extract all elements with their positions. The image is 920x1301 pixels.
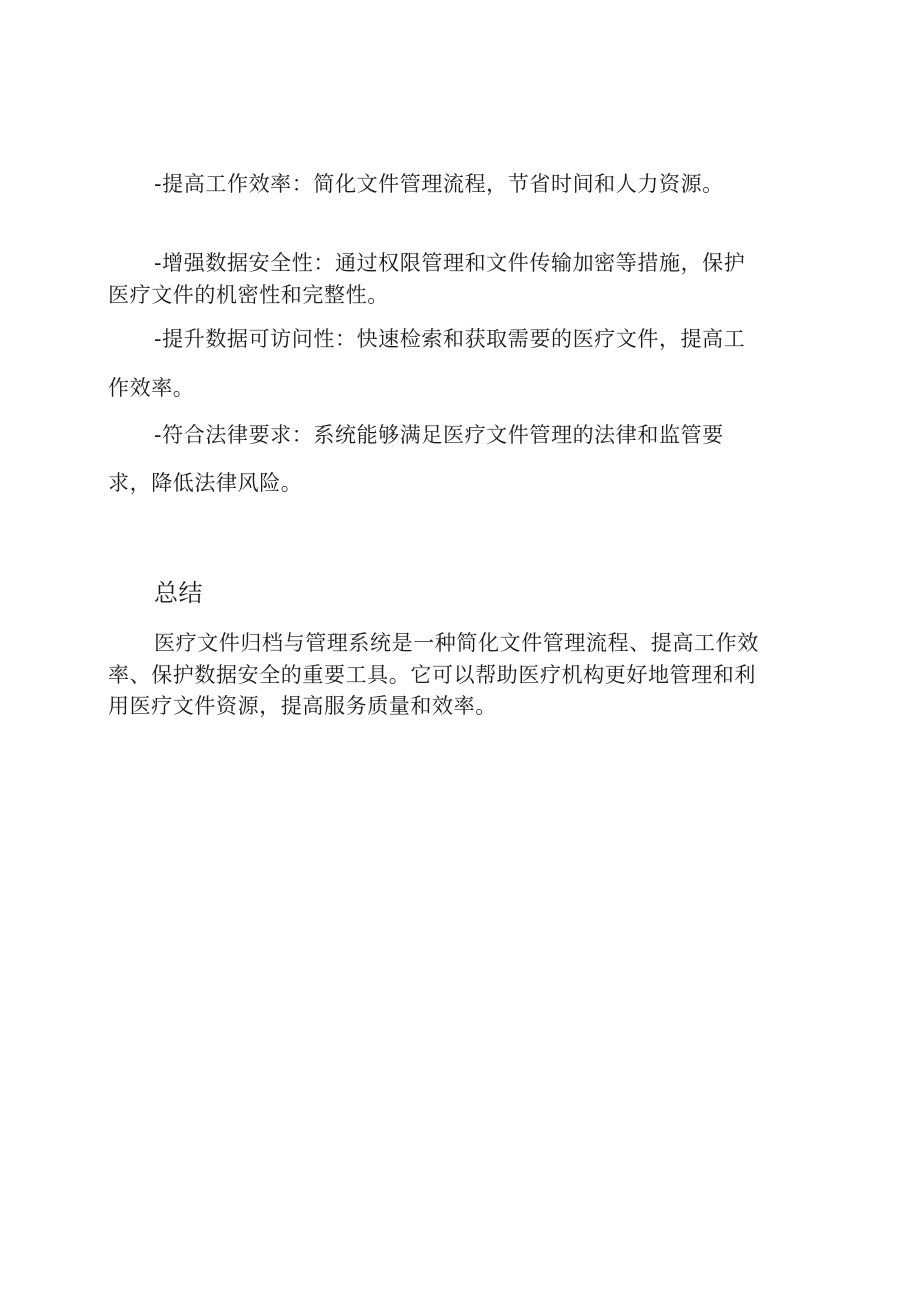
bullet-legal-line-1: -符合法律要求：系统能够满足医疗文件管理的法律和监管要 [154,423,724,447]
bullet-security-line-1: -增强数据安全性：通过权限管理和文件传输加密等措施，保护 [154,251,746,275]
bullet-efficiency: -提高工作效率：简化文件管理流程，节省时间和人力资源。 [154,172,724,196]
bullet-legal-line-2: 求，降低法律风险。 [108,471,303,495]
summary-paragraph-line-3: 用医疗文件资源，提高服务质量和效率。 [108,694,497,718]
bullet-accessibility-line-2: 作效率。 [108,376,195,400]
summary-paragraph-line-1: 医疗文件归档与管理系统是一种简化文件管理流程、提高工作效 [154,631,759,655]
section-heading-summary: 总结 [154,579,203,607]
bullet-accessibility-line-1: -提升数据可访问性：快速检索和获取需要的医疗文件，提高工 [154,327,746,351]
bullet-security-line-2: 医疗文件的机密性和完整性。 [108,283,389,307]
summary-paragraph-line-2: 率、保护数据安全的重要工具。它可以帮助医疗机构更好地管理和利 [108,663,756,687]
